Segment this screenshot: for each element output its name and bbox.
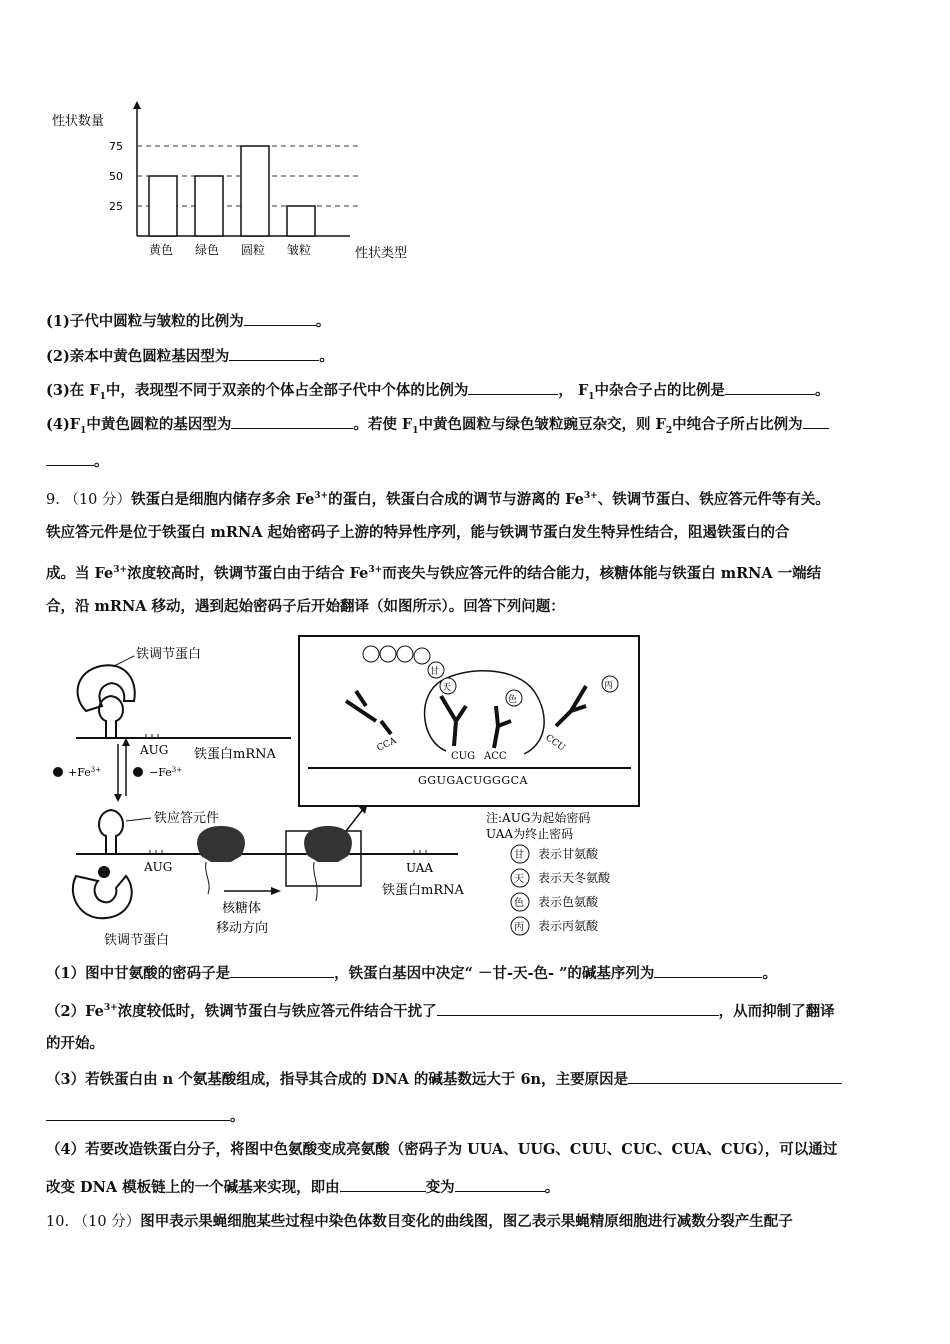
fig-note2: UAA为终止密码 xyxy=(486,827,574,841)
ribosome-2 xyxy=(304,826,352,862)
answer-blank[interactable] xyxy=(437,1001,719,1016)
x-tick-label: 绿色 xyxy=(195,243,220,257)
fig-aa-ala: 丙 xyxy=(604,681,614,691)
fig-note1: 注:AUG为起始密码 xyxy=(486,811,591,825)
fig-iron-reg-protein-top: 铁调节蛋白 xyxy=(136,647,202,662)
fig-ferritin-mrna-top: 铁蛋白mRNA xyxy=(194,747,276,762)
legend-trp: 表示色氨酸 xyxy=(538,895,599,909)
chart-ylabel: 性状数量 xyxy=(52,114,105,129)
fig-ferritin-mrna-bottom: 铁蛋白mRNA xyxy=(382,883,464,898)
answer-blank[interactable] xyxy=(229,346,319,361)
fig-ribosome-dir1: 核糖体 xyxy=(222,901,262,916)
answer-blank[interactable] xyxy=(46,451,94,466)
q8-part4: $(4)F_1$中黄色圆粒的基因型为 。若使 $F_1$中黄色圆粒与绿色皱粒豌豆杂交，则 $F_2$中纯合子所占比例为 xyxy=(46,414,906,441)
answer-blank[interactable] xyxy=(468,380,558,395)
fig-aa-asp: 天 xyxy=(442,683,452,693)
legend-gly-symbol: 甘 xyxy=(514,850,524,861)
fig-aa-gly: 甘 xyxy=(430,667,440,677)
fig-uaa: UAA xyxy=(406,861,434,875)
fig-plus-fe: $+Fe^{3+}$ xyxy=(68,766,102,779)
q9-sub2-cont: 的开始。 xyxy=(46,1035,104,1052)
q9-sub4: （4）若要改造铁蛋白分子，将图中色氨酸变成亮氨酸（密码子为 UUA、UUG、CUU、CUC、CUA、CUG），可以通过 xyxy=(46,1141,838,1158)
q9-sub1: （1）图中甘氨酸的密码子是 ，铁蛋白基因中决定“ －甘-天-色- ”的碱基序列为 。 xyxy=(46,965,777,982)
fig-aug-bottom: AUG xyxy=(144,860,173,874)
fig-iron-reg-protein-bottom: 铁调节蛋白 xyxy=(104,933,170,948)
answer-blank[interactable] xyxy=(231,414,353,429)
answer-blank[interactable] xyxy=(725,380,815,395)
legend-gly: 表示甘氨酸 xyxy=(538,847,599,861)
x-tick-label: 皱粒 xyxy=(287,243,312,257)
y-tick-label: 50 xyxy=(109,170,123,183)
legend-asp-symbol: 天 xyxy=(514,874,524,885)
q9-stem-line3: 成。当 $Fe^{3+}$浓度较高时，铁调节蛋白由于结合 $Fe^{3+}$而丧失与铁应答元件的结合能力，核糖体能与铁蛋白 mRNA 一端结 xyxy=(46,564,822,582)
legend-ala: 表示丙氨酸 xyxy=(538,919,599,933)
trait-bar-chart xyxy=(40,95,440,275)
ferritin-translation-diagram xyxy=(46,626,641,951)
q10-stem: 10. （10 分）图甲表示果蝇细胞某些过程中染色体数目变化的曲线图，图乙表示果蝇精原细胞进行减数分裂产生配子 xyxy=(46,1213,793,1230)
q9-stem-line1: 9. （10 分）铁蛋白是细胞内储存多余 $Fe^{3+}$的蛋白，铁蛋白合成的调节与游离的 $Fe^{3+}$、铁调节蛋白、铁应答元件等有关。 xyxy=(46,490,830,508)
bar xyxy=(195,176,223,236)
answer-blank[interactable] xyxy=(230,963,334,978)
ribosome-1 xyxy=(197,826,245,862)
answer-blank[interactable] xyxy=(628,1069,842,1084)
q9-stem-line4: 合，沿 mRNA 移动，遇到起始密码子后开始翻译（如图所示）。回答下列问题： xyxy=(46,598,565,615)
fig-cca: CCA xyxy=(375,736,399,754)
legend-ala-symbol: 丙 xyxy=(514,922,524,933)
bar xyxy=(287,206,315,236)
fig-ribosome-dir2: 移动方向 xyxy=(216,921,269,936)
x-tick-label: 黄色 xyxy=(149,243,174,257)
answer-blank[interactable] xyxy=(455,1177,545,1192)
bar xyxy=(149,176,177,236)
fig-cug: CUG xyxy=(451,751,476,762)
y-tick-label: 25 xyxy=(109,200,123,213)
y-tick-label: 75 xyxy=(109,140,123,153)
legend-trp-symbol: 色 xyxy=(514,898,524,909)
fig-aug-top: AUG xyxy=(140,743,169,757)
fig-ire: 铁应答元件 xyxy=(154,811,220,826)
q9-sub2: $(2)Fe^{3+}$浓度较低时，铁调节蛋白与铁应答元件结合干扰了 ，从而抑制了翻译 xyxy=(46,1002,835,1020)
x-tick-label: 圆粒 xyxy=(241,243,266,257)
q9-sub4-cont: 改变 DNA 模板链上的一个碱基来实现，即由 变为 。 xyxy=(46,1179,560,1196)
fig-acc: ACC xyxy=(484,751,507,762)
answer-blank[interactable] xyxy=(803,414,829,429)
fig-sequence: GGUGACUGGGCA xyxy=(418,774,528,787)
y-axis-arrow xyxy=(133,101,141,109)
bar xyxy=(241,146,269,236)
q8-part2: (2)亲本中黄色圆粒基因型为 。 xyxy=(46,348,334,365)
q9-sub3: （3）若铁蛋白由 n 个氨基酸组成，指导其合成的 DNA 的碱基数远大于 6n，主要原因是 xyxy=(46,1069,906,1090)
q8-part4-cont: 。 xyxy=(46,451,906,472)
q9-stem-line2: 铁应答元件是位于铁蛋白 mRNA 起始密码子上游的特异性序列，能与铁调节蛋白发生特异性结合，阻遏铁蛋白的合 xyxy=(46,524,790,541)
fig-minus-fe: $-Fe^{3+}$ xyxy=(149,766,183,779)
q9-sub3-cont: 。 xyxy=(46,1106,906,1127)
answer-blank[interactable] xyxy=(654,963,762,978)
chart-xlabel: 性状类型 xyxy=(355,246,408,261)
fig-aa-trp: 色 xyxy=(508,695,518,705)
fig-ccu: CCU xyxy=(543,732,567,754)
q8-part1: (1)子代中圆粒与皱粒的比例为 。 xyxy=(46,313,331,330)
answer-blank[interactable] xyxy=(46,1106,230,1121)
q8-part3: (3)在 $F_1$中，表现型不同于双亲的个体占全部子代中个体的比例为 ， $F_1$中杂合子占的比例是 。 xyxy=(46,382,830,402)
legend-asp: 表示天冬氨酸 xyxy=(538,871,611,885)
answer-blank[interactable] xyxy=(340,1177,426,1192)
answer-blank[interactable] xyxy=(244,311,316,326)
